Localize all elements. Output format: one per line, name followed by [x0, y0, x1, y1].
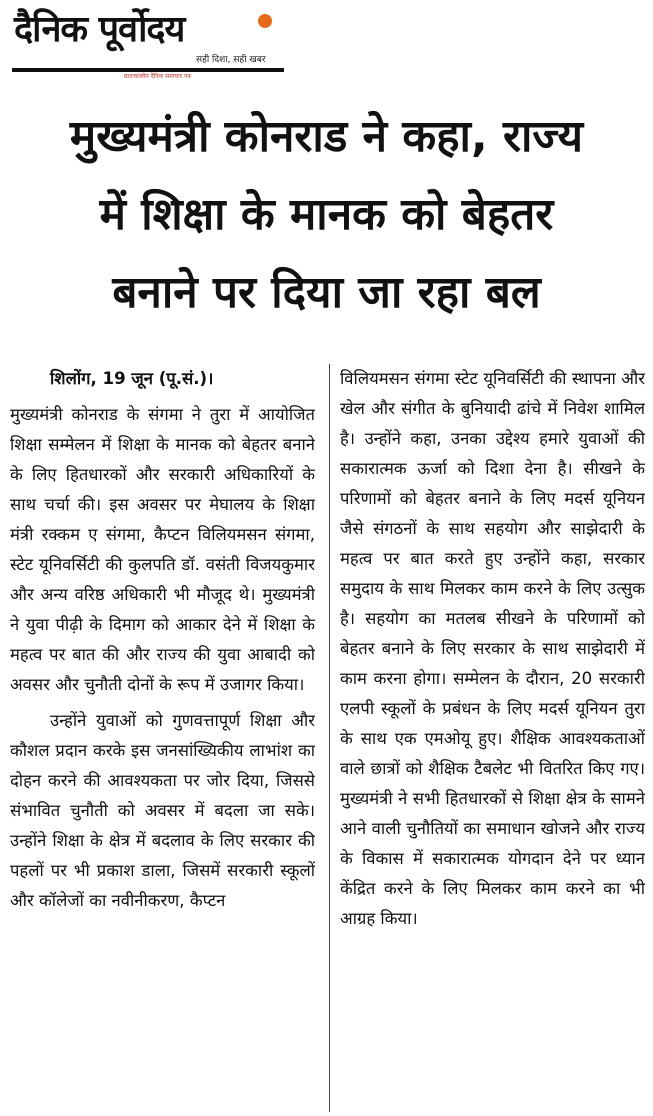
article-column-left — [10, 364, 315, 1112]
masthead-subline: प्रातःकालीन दैनिक समाचार पत्र — [124, 73, 191, 80]
headline — [0, 98, 653, 332]
article-column-right — [340, 364, 645, 1112]
headline-line-1: मुख्यमंत्री कोनराड ने कहा, राज्य — [69, 111, 584, 162]
dateline: शिलोंग, 19 जून (पू.सं.)। — [50, 369, 214, 388]
masthead — [0, 0, 653, 80]
newspaper-logo: दैनिक पूर्वोदय — [14, 9, 185, 50]
headline-line-2: में शिक्षा के मानक को बेहतर — [99, 189, 554, 240]
tagline: सही दिशा, सही खबर — [196, 55, 266, 65]
paragraph: विलियमसन संगमा स्टेट यूनिवर्सिटी की स्थापना और खेल और संगीत के बुनियादी ढांचे में निवेश शामिल है। उन्होंने कहा, उनका उद्देश्य हमारे युवाओं की सकारात्मक ऊर्जा को दिशा देना है। सीखने के परिणामों को बेहतर बनाने के लिए मदर्स यूनियन जैसे संगठनों के साथ सहयोग और साझेदारी के महत्व पर बात करते हुए उन्होंने कहा, सरकार समुदाय के साथ मिलकर काम करने के लिए उत्सुक है। सहयोग का मतलब सीखने के परिणामों को बेहतर बनाने के लिए सरकार के साथ साझेदारी में काम करना होगा। सम्मेलन के दौरान, 20 सरकारी एलपी स्कूलों के प्रबंधन के लिए मदर्स यूनियन तुरा के साथ एक एमओयू हुए। शैक्षिक आवश्यकताओं वाले छात्रों को शैक्षिक टैबलेट भी वितरित किए गए। मुख्यमंत्री ने सभी हितधारकों से शिक्षा क्षेत्र के सामने आने वाली चुनौतियों का समाधान खोजने और राज्य के विकास में सकारात्मक योगदान देने पर ध्यान केंद्रित करने के लिए मिलकर काम करने का भी आग्रह किया। — [340, 369, 645, 928]
paragraph: उन्होंने युवाओं को गुणवत्तापूर्ण शिक्षा और कौशल प्रदान करके इस जनसांख्यिकीय लाभांश का दोहन करने की आवश्यकता पर जोर दिया, जिससे संभावित चुनौती को अवसर में बदला जा सके। उन्होंने शिक्षा के क्षेत्र में बदलाव के लिए सरकार की पहलों पर भी प्रकाश डाला, जिसमें सरकारी स्कूलों और कॉलेजों का नवीनीकरण, कैप्टन — [10, 711, 315, 910]
article-body — [10, 364, 646, 1112]
headline-line-3: बनाने पर दिया जा रहा बल — [112, 267, 541, 318]
logo-dot-icon — [258, 14, 272, 28]
paragraph: मुख्यमंत्री कोनराड के संगमा ने तुरा में आयोजित शिक्षा सम्मेलन में शिक्षा के मानक को बेहतर बनाने के लिए हितधारकों और सरकारी अधिकारियों के साथ चर्चा की। इस अवसर पर मेघालय के शिक्षा मंत्री रक्कम ए संगमा, कैप्टन विलियमसन संगमा, स्टेट यूनिवर्सिटी की कुलपति डॉ. वसंती विजयकुमार और अन्य वरिष्ठ अधिकारी भी मौजूद थे। मुख्यमंत्री ने युवा पीढ़ी के दिमाग को आकार देने में शिक्षा के महत्व पर बात की और राज्य की युवा आबादी को अवसर और चुनौती दोनों के रूप में उजागर किया। — [10, 405, 315, 694]
column-divider — [329, 364, 330, 1112]
